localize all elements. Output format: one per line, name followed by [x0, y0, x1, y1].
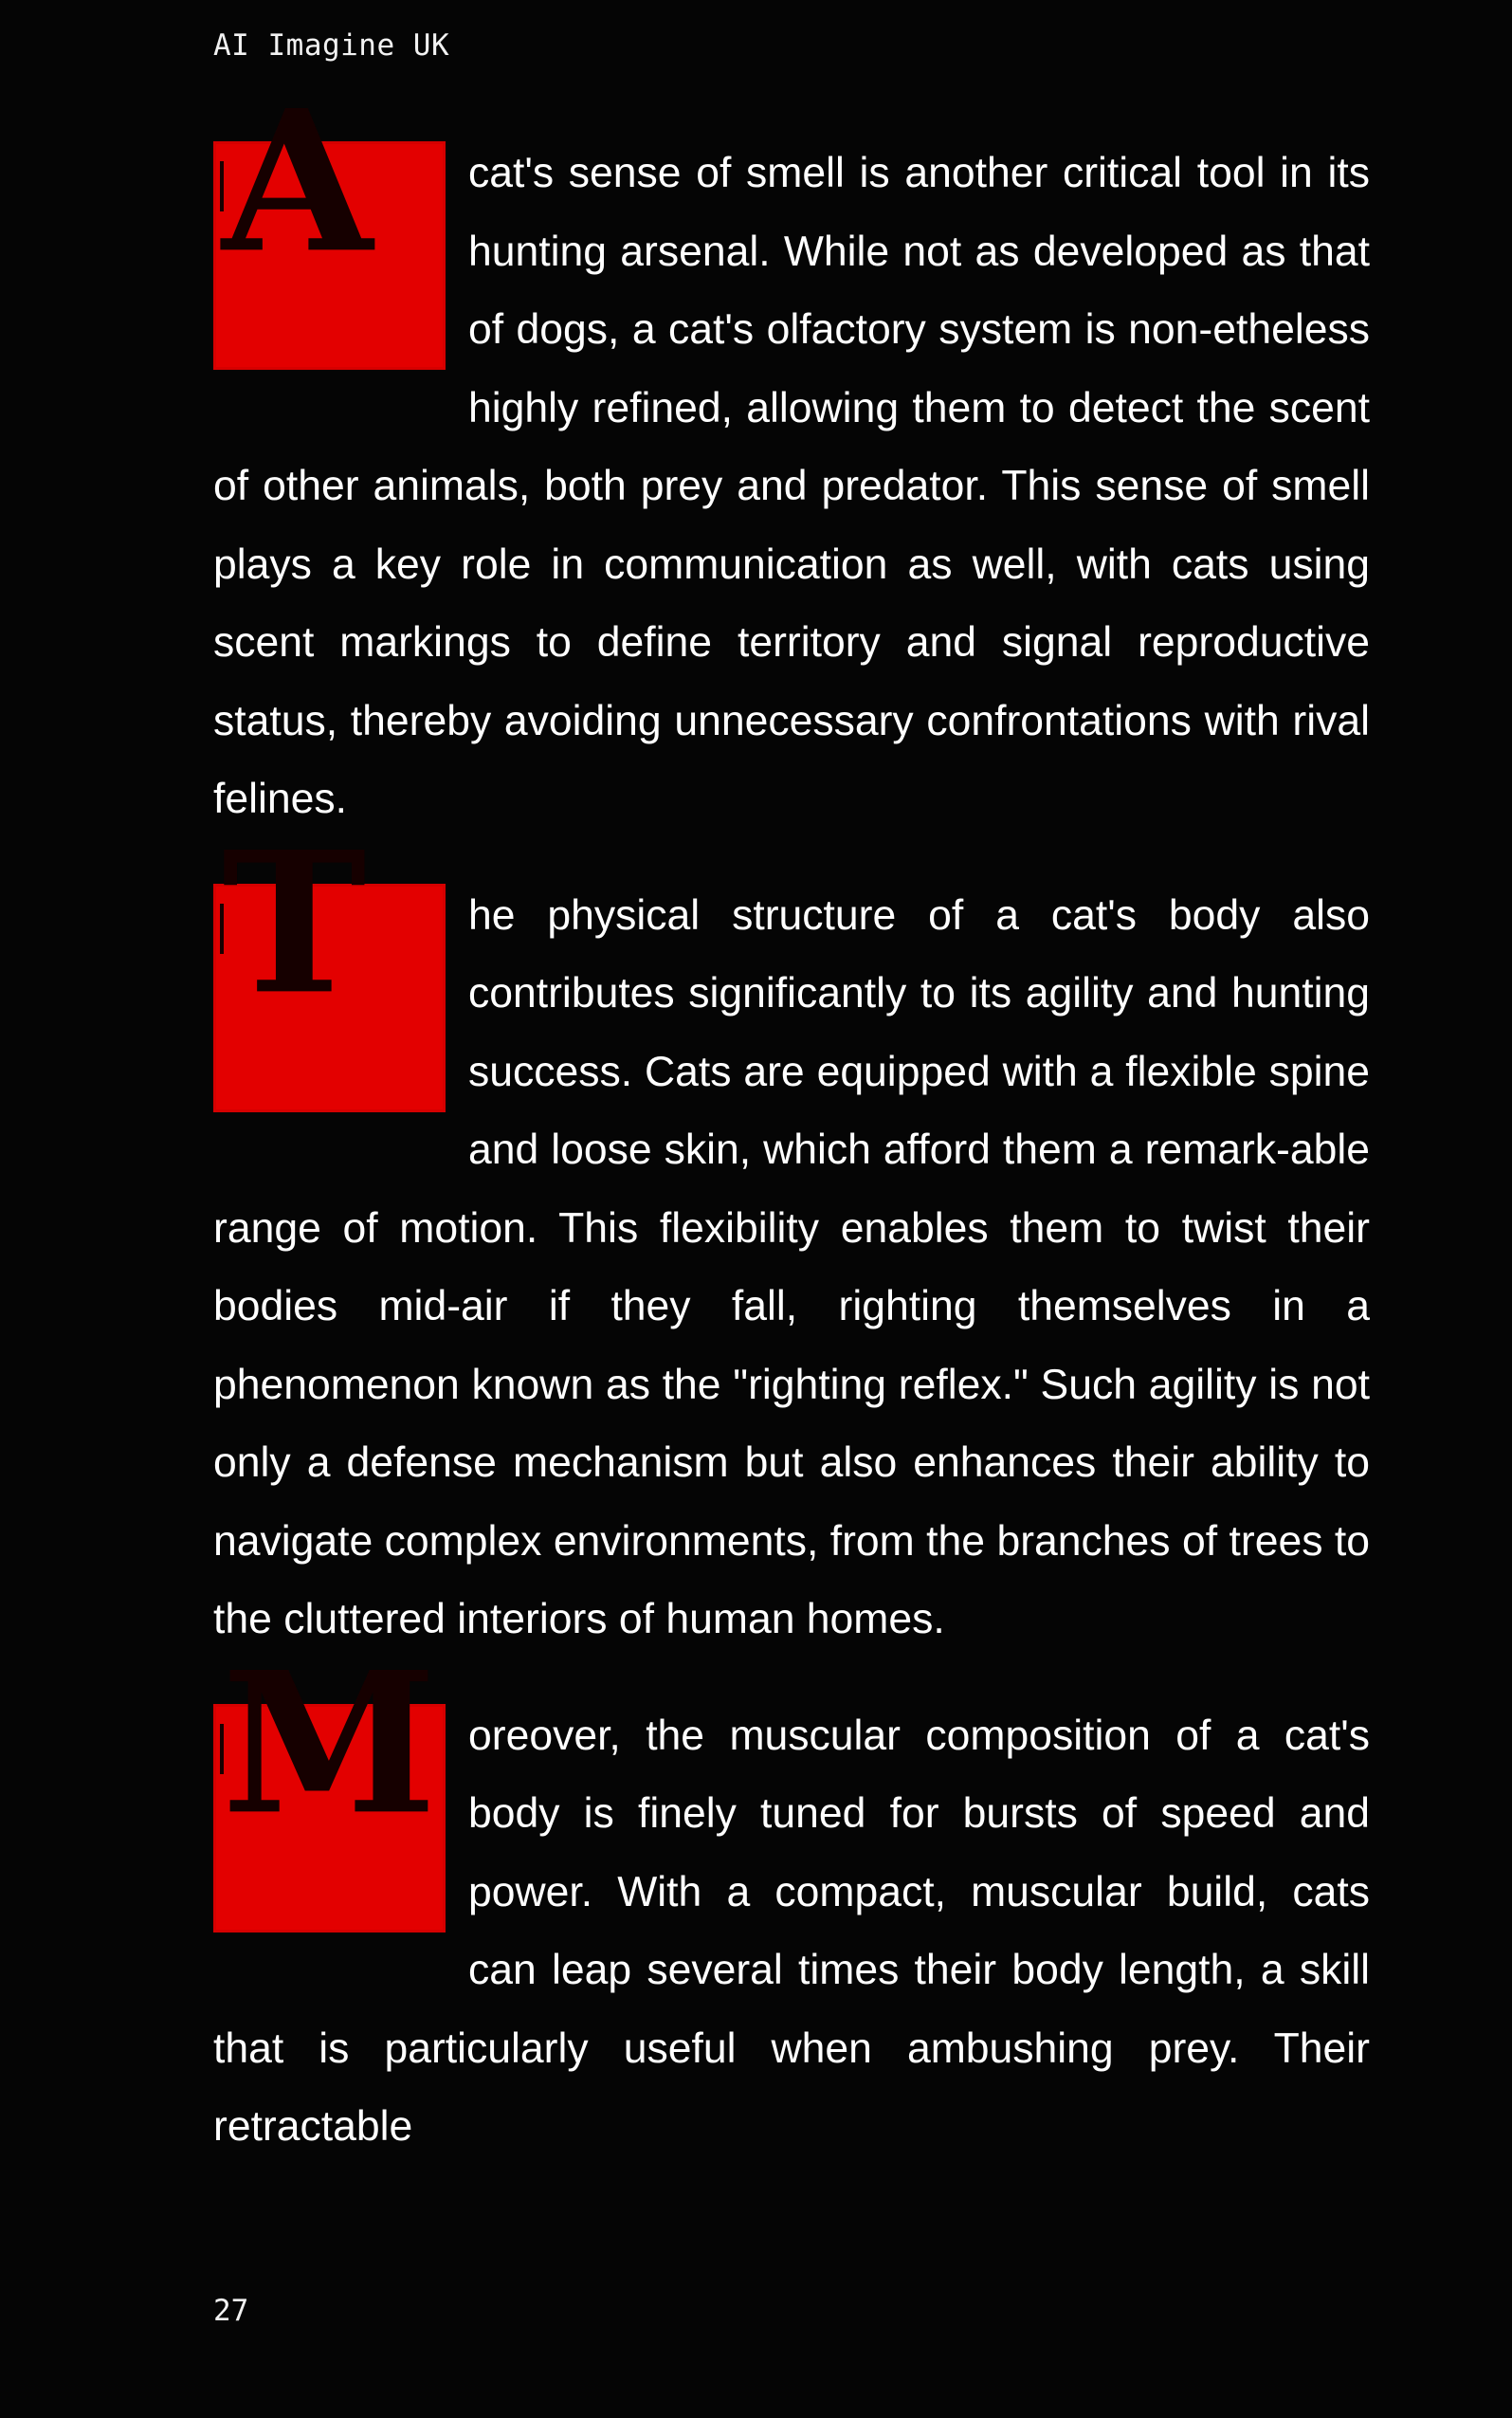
drop-cap-m	[213, 1630, 446, 1933]
running-header: AI Imagine UK	[213, 28, 450, 63]
page-number: 27	[213, 2294, 249, 2328]
page-body	[213, 67, 1370, 2205]
ornament-frame: M	[222, 1630, 437, 1859]
paragraph-text: cat's sense of smell is another critical tool in its hunting arsenal. While not as developed as that of dogs, a cat's olfactory system is non-etheless highly refined, allowing them to detect the scent of other animals, both prey and predator. This sense of smell plays a key role in communication as well, with cats using scent markings to define territory and signal reproductive status, thereby avoiding unnecessary confrontations with rival felines.	[213, 150, 1370, 822]
paragraph-text: oreover, the muscular composition of a cat's body is finely tuned for bursts of speed and power. With a compact, muscular build, cats can leap several times their body length, a skill that is particularly useful when ambushing prey. Their retractable	[213, 1712, 1370, 2150]
drop-cap-t	[213, 810, 446, 1112]
paragraph-text: he physical structure of a cat's body also contributes significantly to its agility and hunting success. Cats are equipped with a flexible spine and loose skin, which afford them a remark-able range of motion. This flexibility enables them to twist their bodies mid-air if they fall, righting themselves in a phenomenon known as the "righting reflex." Such agility is not only a defense mechanism but also enhances their ability to navigate complex environments, from the branches of trees to the cluttered interiors of human homes.	[213, 891, 1370, 1642]
paragraph-3	[213, 1630, 1370, 2167]
paragraph-1	[213, 67, 1370, 839]
paragraph-2	[213, 810, 1370, 1659]
ornament-frame: A	[222, 67, 373, 296]
ornament-frame: T	[222, 810, 367, 1038]
drop-cap-a	[213, 67, 446, 370]
